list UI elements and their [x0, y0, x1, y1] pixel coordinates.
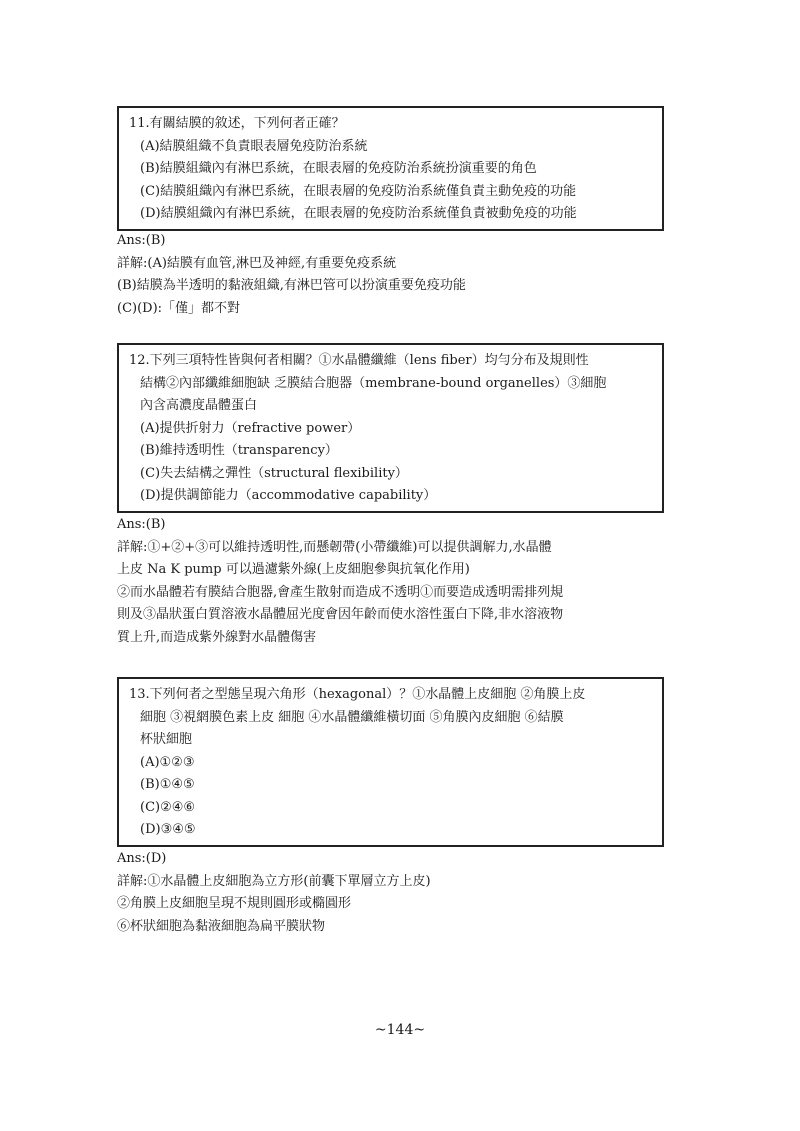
- question-11-box: [117, 106, 664, 231]
- question-12-explanation-line-2: 上皮 Na K pump 可以過濾紫外線(上皮細胞參與抗氧化作用): [117, 562, 470, 577]
- question-11-stem: [129, 113, 652, 136]
- question-12-option-c: (C)失去結構之彈性（structural flexibility）: [140, 465, 408, 481]
- page-number: ~144~: [374, 1022, 426, 1038]
- question-13-stem: [129, 684, 652, 752]
- question-13-stem-line-3: 杯狀細胞: [140, 732, 193, 747]
- question-12-stem: [129, 350, 652, 418]
- question-13-answer: Ans:(D): [117, 851, 167, 866]
- question-11-option-b: (B)結膜組織內有淋巴系統，在眼表層的免疫防治系統扮演重要的角色: [140, 161, 537, 176]
- question-12-explanation-line-4: 則及③晶狀蛋白質溶液水晶體屈光度會因年齡而使水溶性蛋白下降,非水溶液物: [117, 607, 564, 622]
- question-12-option-b: (B)維持透明性（transparency）: [140, 443, 338, 458]
- question-13-stem-line-2: 細胞 ③視網膜色素上皮 細胞 ④水晶體纖維橫切面 ⑤角膜內皮細胞 ⑥結膜: [140, 709, 564, 725]
- question-13-option-b: (B)①④⑤: [140, 777, 195, 792]
- question-12-option-a: (A)提供折射力（refractive power）: [140, 420, 361, 436]
- question-11-option-a: (A)結膜組織不負責眼表層免疫防治系統: [140, 138, 368, 154]
- question-11-option-d: (D)結膜組織內有淋巴系統，在眼表層的免疫防治系統僅負責被動免疫的功能: [140, 206, 577, 221]
- question-12-explanation-line-1: 詳解:①+②+③可以維持透明性,而懸韌帶(小帶纖維)可以提供調解力,水晶體: [117, 539, 552, 555]
- question-11-answer: Ans:(B): [117, 233, 166, 248]
- question-13-box: [117, 677, 664, 847]
- question-13-explanation-line-3: ⑥杯狀細胞為黏液細胞為扁平膜狀物: [117, 918, 326, 934]
- question-12-box: [117, 343, 664, 513]
- question-12-option-d: (D)提供調節能力（accommodative capability）: [140, 488, 437, 503]
- question-12-answer-block: [117, 514, 677, 649]
- question-13-answer-block: [117, 848, 677, 938]
- question-12-explanation-line-3: ②而水晶體若有膜結合胞器,會產生散射而造成不透明①而要造成透明需排列規: [117, 584, 564, 600]
- question-11-explanation-line-3: (C)(D):「僅」都不對: [117, 300, 241, 316]
- question-12-answer: Ans:(B): [117, 517, 166, 532]
- question-12-explanation-line-5: 質上升,而造成紫外線對水晶體傷害: [117, 629, 317, 645]
- question-13-option-a: (A)①②③: [140, 754, 195, 770]
- question-13-stem-line-1: 13.下列何者之型態呈現六角形（hexagonal）？①水晶體上皮細胞 ②角膜上皮: [129, 687, 586, 702]
- question-13-option-d: (D)③④⑤: [140, 822, 196, 837]
- question-12-stem-line-2: 結構②內部纖維細胞缺 乏膜結合胞器（membrane-bound organelles）③細胞: [140, 375, 607, 391]
- question-11-explanation-line-1: 詳解:(A)結膜有血管,淋巴及神經,有重要免疫系統: [117, 255, 397, 271]
- question-13-option-c: (C)②④⑥: [140, 799, 196, 815]
- question-11-explanation-line-2: (B)結膜為半透明的黏液組織,有淋巴管可以扮演重要免疫功能: [117, 278, 466, 293]
- question-11-answer-block: [117, 230, 677, 320]
- question-13-explanation-line-2: ②角膜上皮細胞呈現不規則圓形或橢圓形: [117, 896, 352, 911]
- question-11-stem-line-1: 11.有關結膜的敘述，下列何者正確？: [129, 116, 345, 131]
- question-13-explanation-line-1: 詳解:①水晶體上皮細胞為立方形(前囊下單層立方上皮): [117, 873, 431, 889]
- question-11-option-c: (C)結膜組織內有淋巴系統，在眼表層的免疫防治系統僅負責主動免疫的功能: [140, 183, 577, 199]
- question-12-stem-line-3: 內含高濃度晶體蛋白: [140, 398, 258, 413]
- question-12-stem-line-1: 12.下列三項特性皆與何者相關？①水晶體纖維（lens fiber）均勻分布及規則性: [129, 353, 589, 368]
